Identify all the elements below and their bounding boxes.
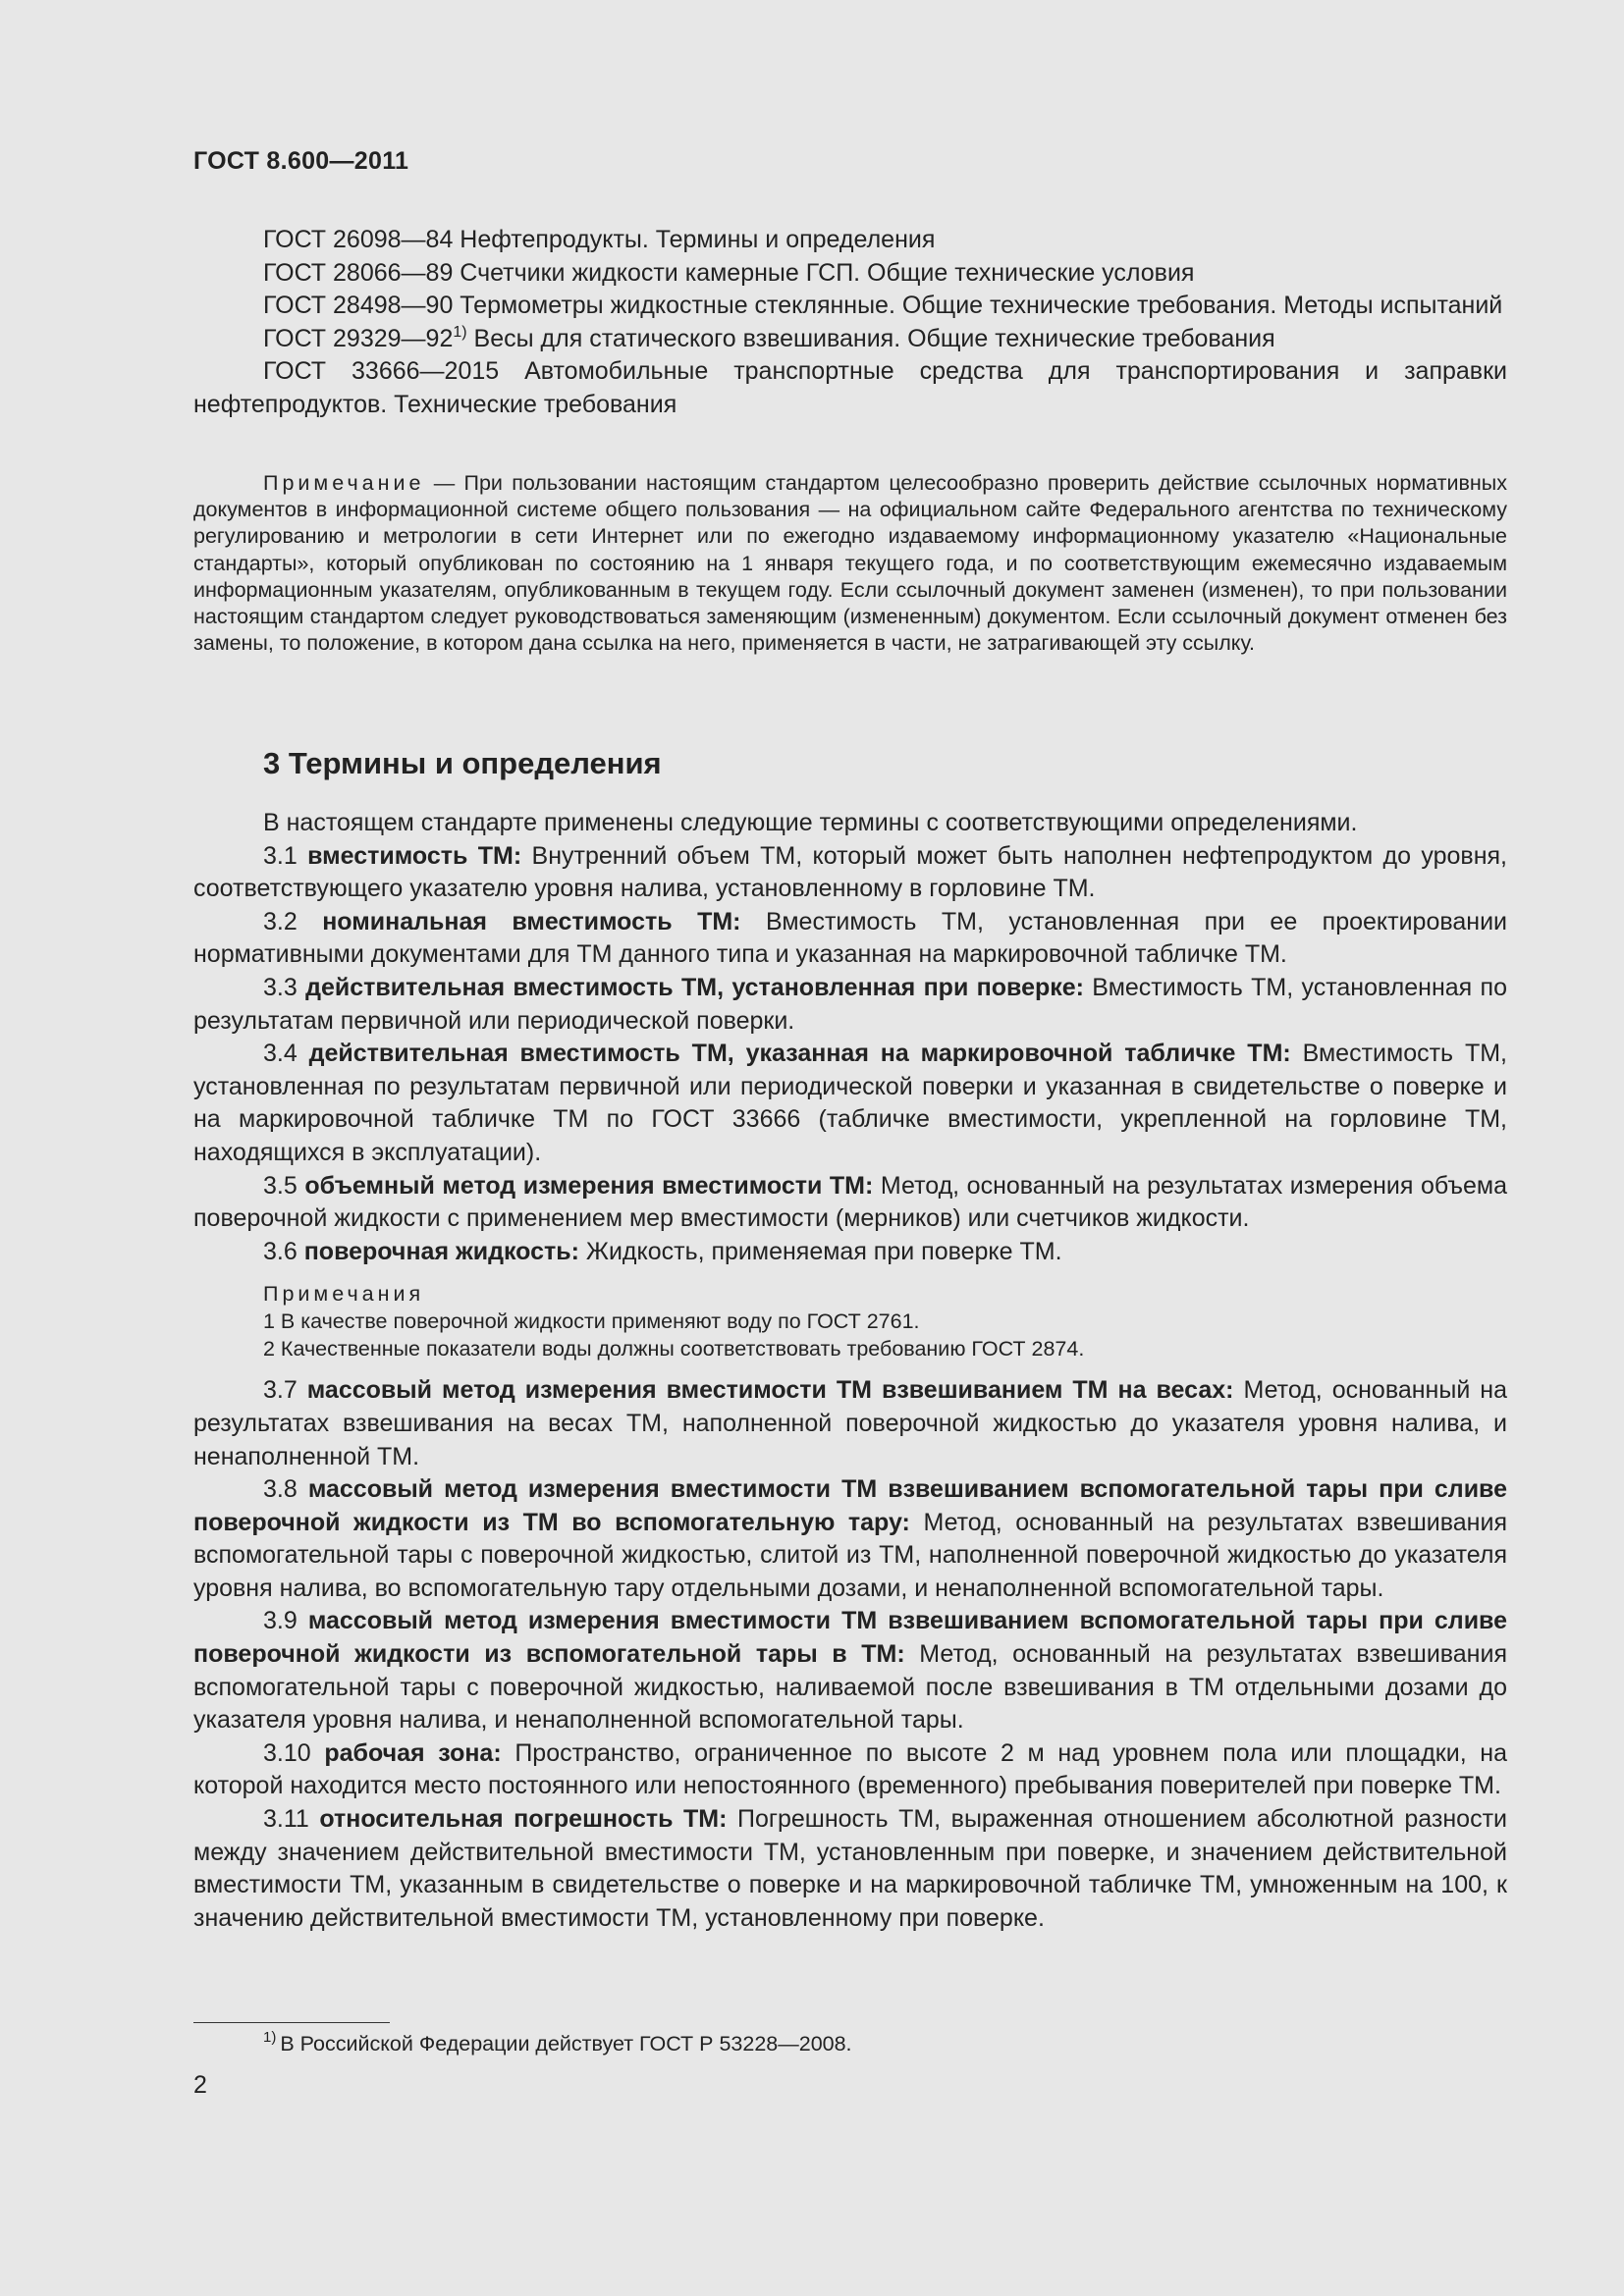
term-definition: Внутренний объем ТМ, который может быть наполнен нефтепродуктом до уровня, соответствующего указателю уровня налива, установленному в горловине ТМ.	[193, 841, 1507, 903]
term-3-11	[193, 1803, 1507, 1935]
reference-item: ГОСТ 26098—84 Нефтепродукты. Термины и определения	[263, 226, 936, 253]
term-definition: Метод, основанный на результатах взвешивания вспомогательной тары с поверочной жидкостью, слитой из ТМ, наполненной поверочной жидкостью до указателя уровня налива, во вспомогательную тару отдельными дозами, и ненаполненной вспомогательной тары.	[193, 1508, 1507, 1602]
footnote-text: В Российской Федерации действует ГОСТ Р 53228—2008.	[280, 2032, 852, 2056]
intro-paragraph: В настоящем стандарте применены следующие термины с соответствующими определениями.	[263, 809, 1358, 836]
term-number: 3.11	[263, 1805, 320, 1834]
note-item: 2 Качественные показатели воды должны соответствовать требованию ГОСТ 2874.	[263, 1337, 1085, 1362]
term-definition: Вместимость ТМ, установленная по результатам первичной или периодической поверки.	[193, 973, 1507, 1035]
term-name: вместимость ТМ:	[307, 841, 522, 870]
term-definition: Пространство, ограниченное по высоте 2 м над уровнем пола или площадки, на которой находится место постоянного или непостоянного (временного) пребывания поверителей при поверке ТМ.	[193, 1738, 1508, 1800]
references-list	[193, 224, 1507, 421]
term-name: массовый метод измерения вместимости ТМ взвешиванием ТМ на весах:	[306, 1376, 1234, 1405]
term-definition: Метод, основанный на результатах взвешивания вспомогательной тары с поверочной жидкостью, наливаемой после взвешивания в ТМ отдельными дозами до указателя уровня налива, и ненаполненной вспомогательной тары.	[193, 1640, 1507, 1735]
term-number: 3.4	[263, 1040, 309, 1068]
section-title: 3 Термины и определения	[263, 746, 662, 780]
term-3-1	[193, 840, 1507, 906]
term-3-5	[193, 1170, 1507, 1236]
term-number: 3.3	[263, 973, 306, 1001]
term-name: массовый метод измерения вместимости ТМ взвешиванием вспомогательной тары при сливе поверочной жидкости из вспомогательной тары в ТМ:	[193, 1607, 1508, 1669]
term-number: 3.8	[263, 1475, 308, 1504]
reference-item: ГОСТ 33666—2015 Автомобильные транспортные средства для транспортирования и заправки нефтепродуктов. Технические требования	[193, 357, 1507, 418]
term-number: 3.5	[263, 1171, 305, 1200]
term-3-2	[193, 906, 1507, 972]
term-3-8	[193, 1473, 1507, 1605]
footnote-mark: 1)	[453, 323, 467, 341]
footnote	[263, 2029, 852, 2056]
term-number: 3.10	[263, 1738, 325, 1767]
reference-text: ГОСТ 29329—92	[263, 324, 454, 352]
term-3-3	[193, 972, 1507, 1038]
reference-item: ГОСТ 28498—90 Термометры жидкостные стеклянные. Общие технические требования. Методы испытаний	[263, 292, 1503, 319]
term-name: поверочная жидкость:	[303, 1237, 579, 1265]
term-number: 3.2	[263, 907, 323, 935]
term-number: 3.1	[263, 841, 308, 870]
term-name: действительная вместимость ТМ, установленная при поверке:	[305, 973, 1084, 1001]
term-name: относительная погрешность ТМ:	[319, 1805, 728, 1834]
term-name: массовый метод измерения вместимости ТМ взвешиванием вспомогательной тары при сливе поверочной жидкости из ТМ во вспомогательную тару:	[193, 1475, 1508, 1536]
terms-body	[193, 807, 1507, 1935]
note-text: — При пользовании настоящим стандартом целесообразно проверить действие ссылочных нормативных документов в информационной системе общего пользования — на официальном сайте Федерального агентства по техническому регулированию и метрологии в сети Интернет или по ежегодно издаваемому информационному указателю «Национальные стандарты», который опубликован по состоянию на 1 января текущего года, и по соответствующим ежемесячно издаваемым информационным указателям, опубликованным в текущем году. Если ссылочный документ заменен (изменен), то при пользовании настоящим стандартом следует руководствоваться заменяющим (измененным) документом. Если ссылочный документ отменен без замены, то положение, в котором дана ссылка на него, применяется в части, не затрагивающей эту ссылку.	[193, 471, 1507, 656]
reference-item: ГОСТ 28066—89 Счетчики жидкости камерные ГСП. Общие технические условия	[263, 258, 1195, 287]
term-number: 3.7	[263, 1376, 307, 1405]
page-header: ГОСТ 8.600—2011	[193, 147, 409, 175]
term-definition: Метод, основанный на результатах измерения объема поверочной жидкости с применением мер вместимости (мерников) или счетчиков жидкости.	[193, 1171, 1507, 1233]
term-definition: Жидкость, применяемая при поверке ТМ.	[578, 1237, 1062, 1265]
term-definition: Погрешность ТМ, выраженная отношением абсолютной разности между значением действительной вместимости ТМ, установленным при поверке, и значением действительной вместимости ТМ, указанным в свидетельстве о поверке и на маркировочной табличке ТМ, умноженным на 100, к значению действительной вместимости ТМ, установленному при поверке.	[193, 1805, 1507, 1932]
notes-block	[263, 1280, 1507, 1362]
note-item: 1 В качестве поверочной жидкости применяют воду по ГОСТ 2761.	[263, 1309, 920, 1334]
page-number: 2	[193, 2071, 207, 2099]
term-name: номинальная вместимость ТМ:	[322, 907, 741, 935]
note-label: Примечание	[263, 471, 425, 495]
term-name: действительная вместимость ТМ, указанная на маркировочной табличке ТМ:	[308, 1040, 1291, 1068]
term-3-6	[193, 1236, 1507, 1269]
footnote-mark: 1)	[263, 2029, 277, 2046]
term-definition: Вместимость ТМ, установленная при ее проектировании нормативными документами для ТМ данного типа и указанная на маркировочной табличке ТМ.	[193, 907, 1507, 969]
reference-text: Весы для статического взвешивания. Общие технические требования	[466, 324, 1275, 352]
term-definition: Вместимость ТМ, установленная по результатам первичной или периодической поверки и указанная в свидетельстве о поверке и на маркировочной табличке ТМ по ГОСТ 33666 (табличке вместимости, укрепленной на горловине ТМ, находящихся в эксплуатации).	[193, 1040, 1507, 1166]
term-name: объемный метод измерения вместимости ТМ:	[304, 1171, 874, 1200]
footnote-divider	[193, 2022, 390, 2023]
term-3-4	[193, 1038, 1507, 1169]
term-3-7	[193, 1374, 1507, 1473]
notes-label: Примечания	[263, 1282, 425, 1307]
note-paragraph	[193, 470, 1507, 657]
reference-item	[193, 323, 1507, 356]
term-3-10	[193, 1737, 1507, 1803]
term-definition: Метод, основанный на результатах взвешивания на весах ТМ, наполненной поверочной жидкостью до указателя уровня налива, и ненаполненной ТМ.	[193, 1376, 1507, 1470]
term-name: рабочая зона:	[324, 1738, 502, 1767]
term-number: 3.9	[263, 1607, 308, 1635]
term-3-9	[193, 1605, 1507, 1736]
term-number: 3.6	[263, 1237, 304, 1265]
